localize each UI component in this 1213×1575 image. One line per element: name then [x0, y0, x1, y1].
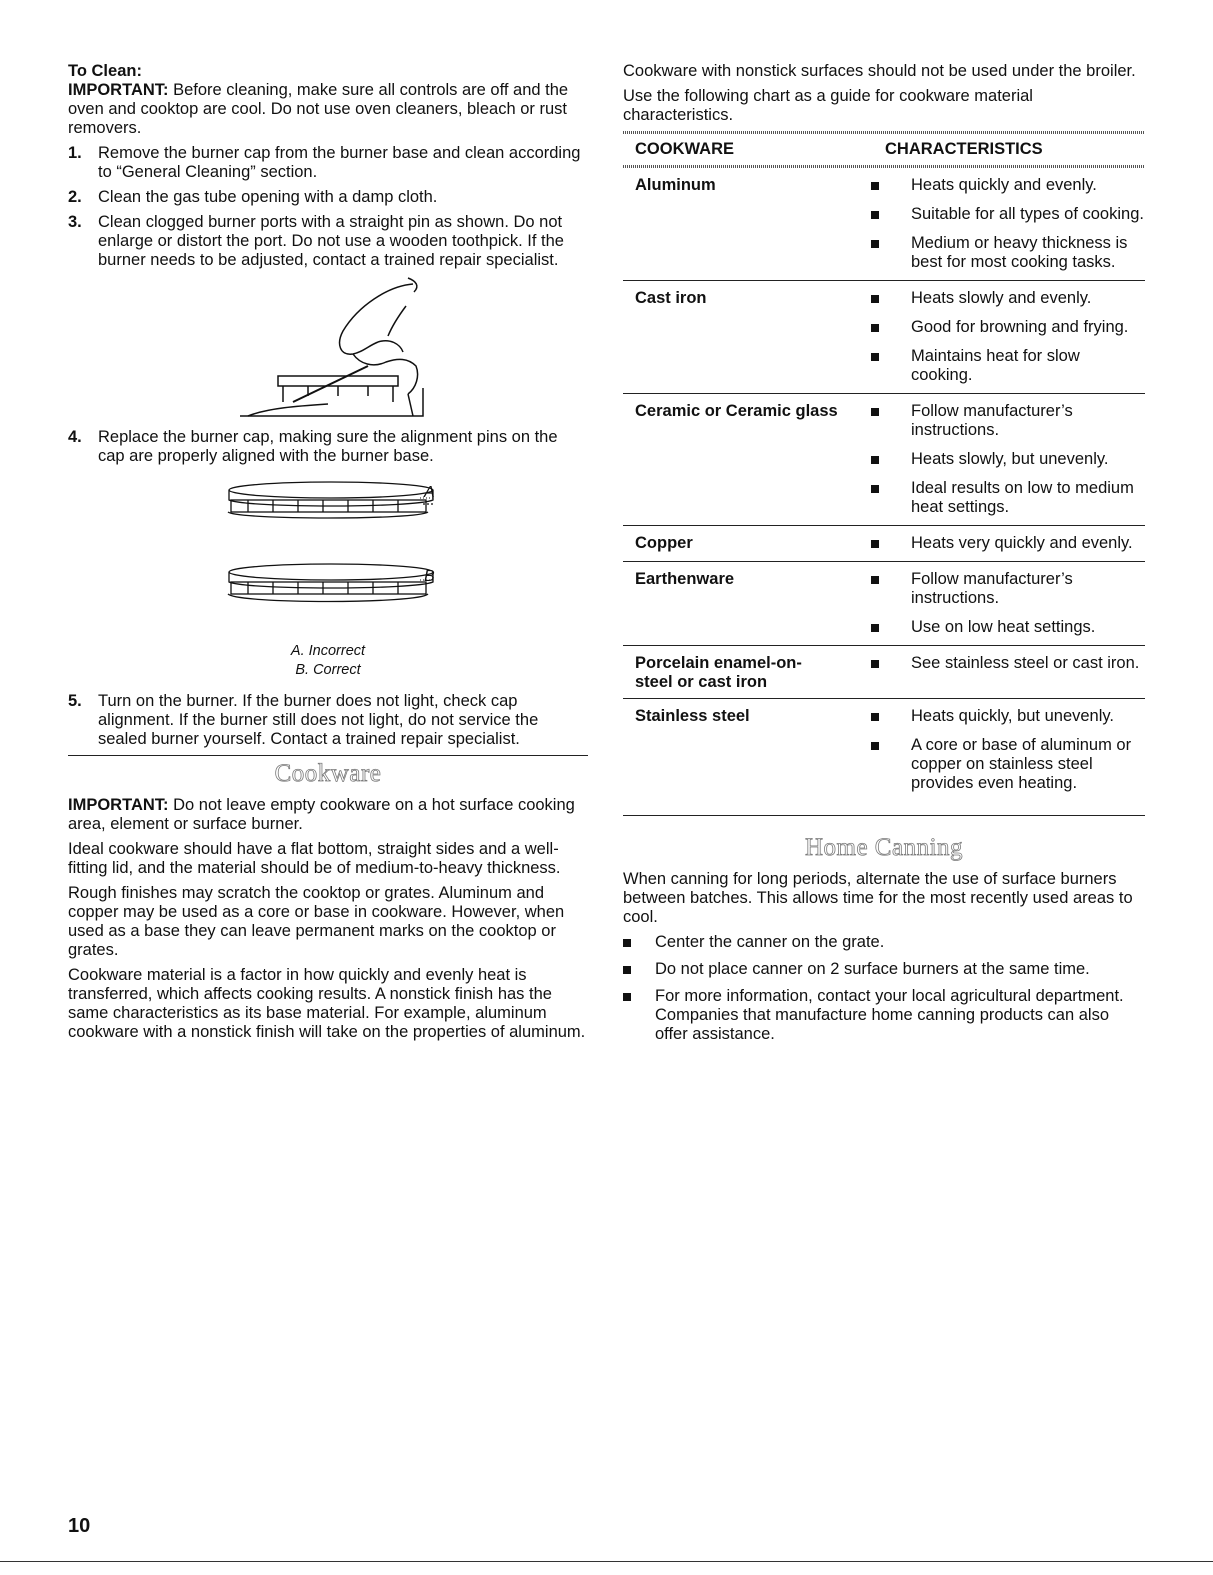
- figure-caption-a: A. Incorrect: [290, 643, 366, 659]
- material-characteristics: [885, 394, 1145, 526]
- step-text: Replace the burner cap, making sure the alignment pins on the cap are properly aligned with the burner base.: [98, 428, 558, 465]
- bullet-text: Center the canner on the grate.: [655, 933, 885, 951]
- material-name: Stainless steel: [623, 699, 885, 816]
- canning-bullet: [623, 987, 1145, 1044]
- characteristic-text: Follow manufacturer’s instructions.: [911, 570, 1073, 607]
- table-row: [623, 168, 1145, 281]
- bullet-square-icon: [871, 485, 879, 493]
- important-label: IMPORTANT:: [68, 796, 169, 814]
- material-name: Porcelain enamel-on-steel or cast iron: [623, 646, 885, 699]
- bullet-text: Do not place canner on 2 surface burners at the same time.: [655, 960, 1090, 978]
- cookware-paragraph: Cookware material is a factor in how quickly and evenly heat is transferred, which affects cooking results. A nonstick finish has the same characteristics as its base material. For example, aluminum cookware with a nonstick finish will take on the properties of aluminum.: [68, 966, 586, 1041]
- bullet-text: For more information, contact your local agricultural department. Companies that manufacture home canning products can also offer assistance.: [655, 987, 1124, 1043]
- pin-cleaning-illustration: [68, 276, 588, 426]
- important-text: Before cleaning, make sure all controls are off and the oven and cooktop are cool. Do not use oven cleaners, bleach or rust removers.: [68, 81, 569, 137]
- bullet-square-icon: [871, 324, 879, 332]
- clean-important-note: [68, 81, 588, 138]
- characteristic-text: Ideal results on low to medium heat settings.: [911, 479, 1134, 516]
- material-name: Copper: [623, 526, 885, 562]
- table-row: [623, 526, 1145, 562]
- bullet-square-icon: [871, 456, 879, 464]
- home-canning-title: Home Canning: [804, 834, 964, 861]
- characteristic-item: [897, 289, 1145, 308]
- characteristic-item: [897, 534, 1145, 553]
- material-characteristics: [885, 281, 1145, 394]
- bullet-square-icon: [871, 624, 879, 632]
- important-text: Do not leave empty cookware on a hot surface cooking area, element or surface burner.: [68, 796, 575, 833]
- material-characteristics: [885, 168, 1145, 281]
- section-divider: [68, 755, 588, 756]
- step-item: [68, 428, 588, 466]
- bullet-square-icon: [623, 939, 631, 947]
- table-row: [623, 699, 1145, 816]
- burner-cap-icon: [68, 472, 588, 642]
- table-row: [623, 281, 1145, 394]
- step-number: 2.: [68, 188, 82, 206]
- bullet-square-icon: [871, 240, 879, 248]
- step-item: [68, 188, 588, 207]
- header-characteristics: CHARACTERISTICS: [885, 140, 1043, 158]
- bullet-square-icon: [871, 713, 879, 721]
- figure-caption-b: B. Correct: [295, 662, 361, 678]
- canning-bullets: [623, 933, 1145, 1044]
- characteristic-text: Maintains heat for slow cooking.: [911, 347, 1080, 384]
- step-number: 4.: [68, 428, 82, 446]
- bullet-square-icon: [871, 182, 879, 190]
- characteristic-item: [897, 618, 1145, 637]
- label-b: B: [424, 568, 435, 585]
- step-item: [68, 213, 588, 270]
- characteristic-item: [897, 176, 1145, 195]
- step-text: Turn on the burner. If the burner does not light, check cap alignment. If the burner still does not light, do not service the sealed burner yourself. Contact a trained repair specialist.: [98, 692, 539, 748]
- bullet-square-icon: [871, 660, 879, 668]
- canning-intro: When canning for long periods, alternate the use of surface burners between batches. This allows time for the most recently used areas to cool.: [623, 870, 1133, 926]
- characteristic-text: Heats slowly and evenly.: [911, 289, 1092, 307]
- material-characteristics: [885, 562, 1145, 646]
- characteristic-text: Suitable for all types of cooking.: [911, 205, 1144, 223]
- characteristic-item: [897, 654, 1145, 673]
- characteristic-text: Good for browning and frying.: [911, 318, 1129, 336]
- material-characteristics: [885, 526, 1145, 562]
- characteristic-item: [897, 205, 1145, 224]
- characteristic-item: [897, 570, 1145, 608]
- material-characteristics: [885, 699, 1145, 816]
- bullet-square-icon: [871, 540, 879, 548]
- step-text: Clean clogged burner ports with a straight pin as shown. Do not enlarge or distort the port. Do not use a wooden toothpick. If the burner needs to be adjusted, contact a trained repair specialist.: [98, 213, 564, 269]
- bullet-square-icon: [871, 576, 879, 584]
- characteristic-item: [897, 450, 1145, 469]
- step-item: [68, 692, 588, 749]
- canning-bullet: [623, 933, 1145, 952]
- characteristic-text: Heats quickly, but unevenly.: [911, 707, 1114, 725]
- nonstick-note: Cookware with nonstick surfaces should not be used under the broiler.: [623, 62, 1136, 80]
- characteristic-text: Use on low heat settings.: [911, 618, 1096, 636]
- characteristic-text: Medium or heavy thickness is best for most cooking tasks.: [911, 234, 1128, 271]
- chart-intro: Use the following chart as a guide for cookware material characteristics.: [623, 87, 1033, 124]
- step-text: Clean the gas tube opening with a damp cloth.: [98, 188, 438, 206]
- page-bottom-rule: [0, 1561, 1213, 1562]
- characteristic-text: See stainless steel or cast iron.: [911, 654, 1140, 672]
- material-name: Cast iron: [623, 281, 885, 394]
- cap-alignment-illustration: [68, 472, 588, 642]
- cleaning-steps-cont: [68, 428, 588, 466]
- header-cookware: COOKWARE: [635, 140, 734, 158]
- cookware-table: [623, 134, 1145, 816]
- characteristic-text: Heats very quickly and evenly.: [911, 534, 1133, 552]
- step-number: 5.: [68, 692, 82, 710]
- table-row: [623, 646, 1145, 699]
- step-text: Remove the burner cap from the burner base and clean according to “General Cleaning” section.: [98, 144, 581, 181]
- bullet-square-icon: [623, 966, 631, 974]
- characteristic-item: [897, 347, 1145, 385]
- characteristic-item: [897, 479, 1145, 517]
- characteristic-item: [897, 318, 1145, 337]
- characteristic-item: [897, 736, 1145, 793]
- table-header-row: [623, 134, 1145, 165]
- material-name: Earthenware: [623, 562, 885, 646]
- cookware-important-note: [68, 796, 588, 834]
- step-number: 1.: [68, 144, 82, 162]
- bullet-square-icon: [871, 408, 879, 416]
- step-item: [68, 144, 588, 182]
- characteristic-text: Heats quickly and evenly.: [911, 176, 1097, 194]
- left-column: [68, 62, 588, 1048]
- material-name: Aluminum: [623, 168, 885, 281]
- table-row: [623, 394, 1145, 526]
- cleaning-steps-end: [68, 692, 588, 749]
- material-name: Ceramic or Ceramic glass: [623, 394, 885, 526]
- bullet-square-icon: [871, 295, 879, 303]
- step-number: 3.: [68, 213, 82, 231]
- material-characteristics: [885, 646, 1145, 699]
- right-column: [623, 62, 1145, 1052]
- characteristic-item: [897, 402, 1145, 440]
- characteristic-text: Heats slowly, but unevenly.: [911, 450, 1109, 468]
- bullet-square-icon: [871, 353, 879, 361]
- cookware-title: Cookware: [274, 760, 382, 787]
- characteristic-item: [897, 707, 1145, 726]
- characteristic-item: [897, 234, 1145, 272]
- label-a: A: [424, 484, 435, 501]
- bullet-square-icon: [871, 742, 879, 750]
- cookware-paragraph: Ideal cookware should have a flat bottom, straight sides and a well-fitting lid, and the material should be of medium-to-heavy thickness.: [68, 840, 561, 877]
- canning-bullet: [623, 960, 1145, 979]
- cleaning-steps: [68, 144, 588, 270]
- characteristic-text: A core or base of aluminum or copper on stainless steel provides even heating.: [911, 736, 1132, 792]
- page-number: 10: [68, 1515, 91, 1537]
- hand-with-pin-icon: [68, 276, 588, 426]
- important-label: IMPORTANT:: [68, 81, 169, 99]
- cookware-paragraph: Rough finishes may scratch the cooktop or grates. Aluminum and copper may be used as a core or base in cookware. However, when used as a base they can leave permanent marks on the cooktop or grates.: [68, 884, 565, 959]
- bullet-square-icon: [871, 211, 879, 219]
- characteristic-text: Follow manufacturer’s instructions.: [911, 402, 1073, 439]
- to-clean-heading: To Clean:: [68, 62, 142, 80]
- table-row: [623, 562, 1145, 646]
- bullet-square-icon: [623, 993, 631, 1001]
